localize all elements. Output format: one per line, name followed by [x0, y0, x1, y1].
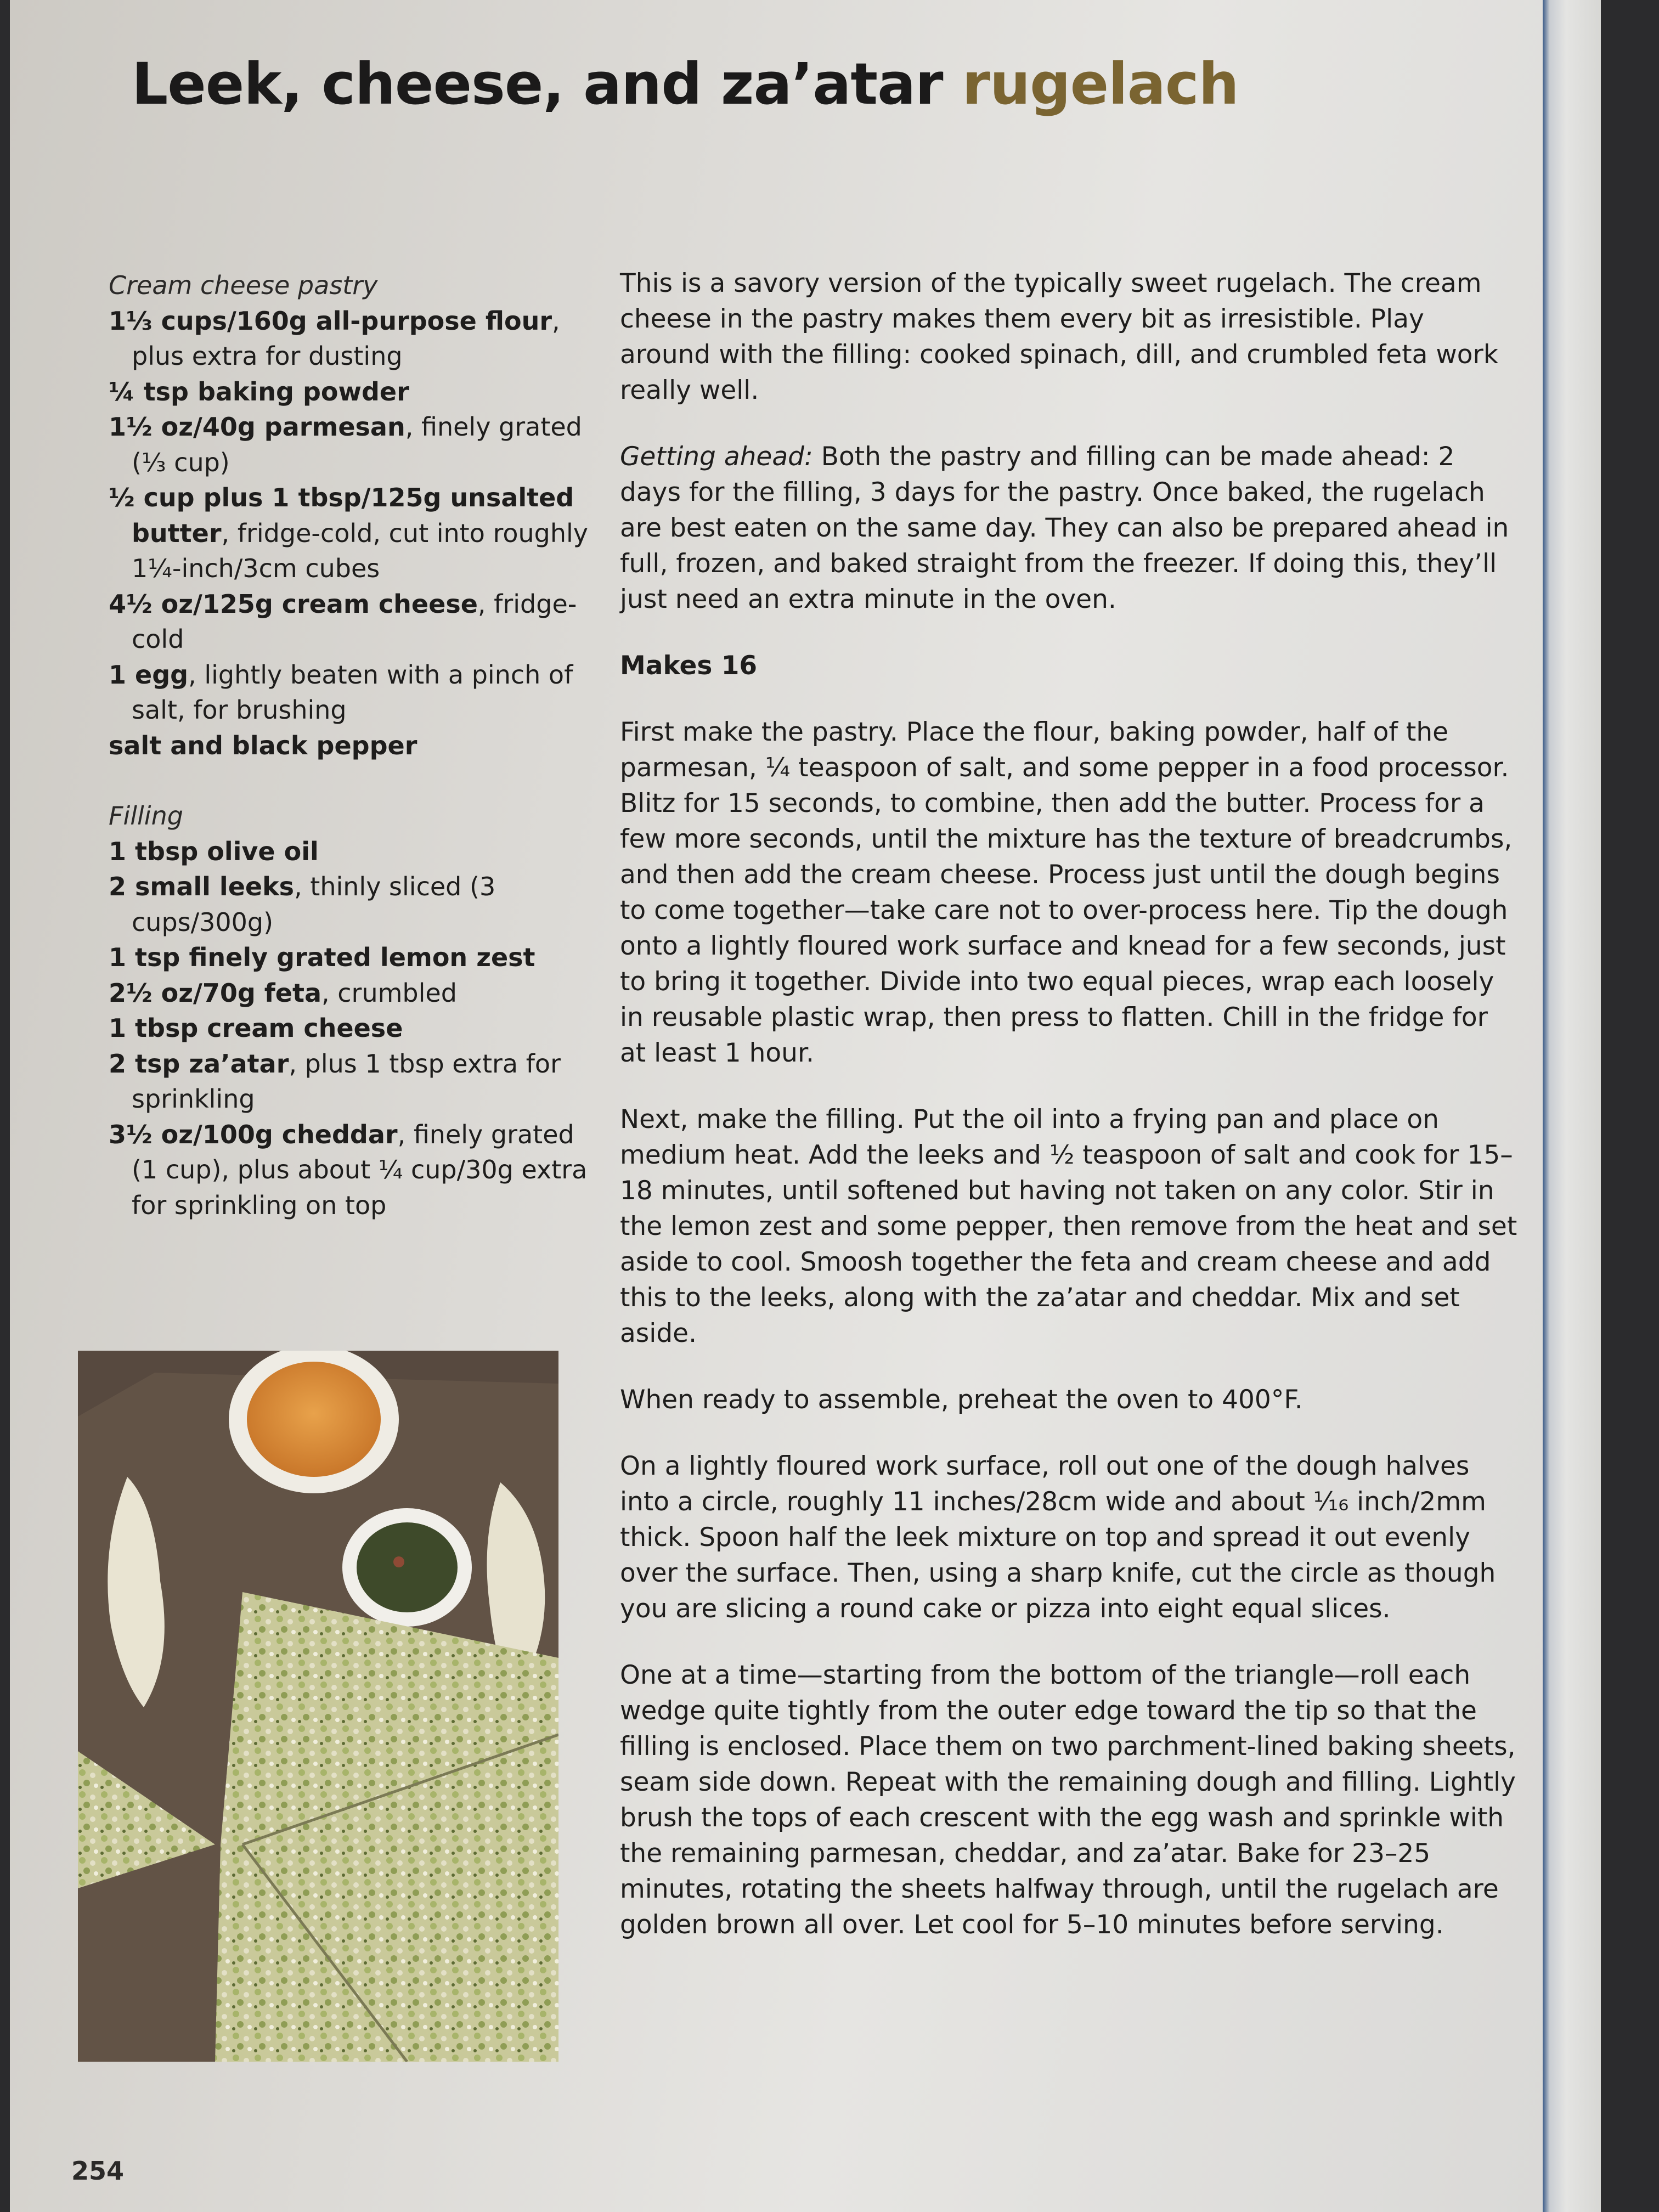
ingredient-note: , fridge-cold — [132, 589, 577, 654]
ingredient-name: 2 tsp za’atar — [109, 1048, 289, 1079]
page-binding-edge — [1543, 0, 1601, 2212]
recipe-title-accent: rugelach — [962, 50, 1239, 117]
method-step-5: One at a time—starting from the bottom of the triangle—roll each wedge quite tightly from the outer edge toward the tip so that the filling is enclosed. Place them on two parchment-lined baking sheets, seam side down. Repeat with the remaining dough and filling. Lightly brush the tops of each crescent with the egg wash and sprinkle with the remaining parmesan, cheddar, and za’atar. Bake for 23–25 minutes, rotating the sheets halfway through, until the rugelach are golden brown all over. Let cool for 5–10 minutes before serving. — [620, 1660, 1516, 1940]
method-step-3: When ready to assemble, preheat the oven to 400°F. — [620, 1385, 1303, 1415]
ingredient-item — [109, 303, 591, 374]
page-number: 254 — [71, 2156, 125, 2186]
ingredient-name: 4½ oz/125g cream cheese — [109, 589, 478, 619]
ingredient-item — [109, 586, 591, 657]
ingredient-note: , plus 1 tbsp extra for sprinkling — [132, 1048, 561, 1114]
ingredient-note: , fridge-cold, cut into roughly 1¼-inch/3cm cubes — [132, 518, 589, 583]
method-step-2: Next, make the filling. Put the oil into a frying pan and place on medium heat. Add the leeks and ½ teaspoon of salt and cook for 15–18 minutes, until softened but having not taken on any color. Stir in the lemon zest and some pepper, then remove from the heat and set aside to cool. Smoosh together the feta and cream cheese and add this to the leeks, along with the za’atar and cheddar. Mix and set aside. — [620, 1104, 1517, 1348]
ingredient-name: 1 tbsp olive oil — [109, 836, 319, 866]
ingredient-note: , thinly sliced (3 cups/300g) — [132, 872, 496, 937]
method-step-1: First make the pastry. Place the flour, baking powder, half of the parmesan, ¼ teaspoon of salt, and some pepper in a food processor. Blitz for 15 seconds, to combine, then add the butter. Process for a few more seconds, until the mixture has the texture of breadcrumbs, and then add the cream cheese. Process just until the dough begins to come together—take care not to over-process here. Tip the dough onto a lightly floured work surface and knead for a few seconds, just to bring it together. Divide into two equal pieces, wrap each loosely in reusable plastic wrap, then press to flatten. Chill in the fridge for at least 1 hour. — [620, 717, 1513, 1068]
ingredient-item — [109, 834, 591, 870]
section-spacer — [109, 763, 591, 798]
method-step-4: On a lightly floured work surface, roll out one of the dough halves into a circle, roughly 11 inches/28cm wide and about ¹⁄₁₆ inch/2mm thick. Spoon half the leek mixture on top and spread it out evenly over the surface. Then, using a sharp knife, cut the circle as though you are slicing a round cake or pizza into eight equal slices. — [620, 1451, 1496, 1624]
ingredient-note: , plus extra for dusting — [132, 306, 560, 371]
getting-ahead-text: Both the pastry and filling can be made ahead: 2 days for the filling, 3 days for the pastry. Once baked, the rugelach are best eaten on the same day. They can also be prepared ahead in full, frozen, and baked straight from the freezer. If doing this, they’ll just need an extra minute in the oven. — [620, 442, 1509, 614]
ingredient-item — [109, 975, 591, 1011]
ingredient-item — [109, 940, 591, 975]
ingredient-name: ¼ tsp baking powder — [109, 376, 409, 407]
recipe-title — [132, 50, 1239, 117]
ingredient-name: salt and black pepper — [109, 730, 417, 760]
sumac-speck — [393, 1556, 404, 1567]
ingredient-note: , finely grated (1 cup), plus about ¼ cup/30g extra for sprinkling on top — [132, 1119, 588, 1220]
ingredient-name: 3½ oz/100g cheddar — [109, 1119, 398, 1149]
filled-dough-circle — [215, 1592, 558, 2062]
ingredient-item — [109, 374, 591, 410]
ingredient-name: 1 tbsp cream cheese — [109, 1013, 403, 1043]
ingredient-item — [109, 409, 591, 480]
ingredients-column — [109, 268, 591, 1223]
ingredient-name: 1½ oz/40g parmesan — [109, 412, 405, 442]
ingredient-name: 1⅓ cups/160g all-purpose flour — [109, 306, 552, 336]
ingredient-item — [109, 1117, 591, 1223]
egg-wash — [247, 1362, 381, 1477]
ingredient-note: , lightly beaten with a pinch of salt, for brushing — [132, 659, 573, 725]
recipe-photo-illustration — [78, 1351, 558, 2062]
ingredient-item — [109, 1046, 591, 1117]
recipe-title-main: Leek, cheese, and za’atar — [132, 50, 962, 117]
ingredient-note: , finely grated (⅓ cup) — [132, 412, 582, 477]
ingredient-item — [109, 1011, 591, 1046]
ingredient-note: , crumbled — [321, 978, 457, 1008]
cookbook-page — [10, 0, 1601, 2212]
ingredient-name: 2 small leeks — [109, 872, 295, 901]
pastry-heading: Cream cheese pastry — [109, 270, 378, 300]
ingredient-item — [109, 728, 591, 764]
intro-paragraph: This is a savory version of the typically sweet rugelach. The cream cheese in the pastry makes them every bit as irresistible. Play around with the filling: cooked spinach, dill, and crumbled feta work really well. — [620, 268, 1499, 405]
ingredient-name: ½ cup plus 1 tbsp/125g unsalted butter — [109, 483, 574, 548]
filling-ingredient-list — [109, 834, 591, 1223]
zaatar-spice — [357, 1522, 458, 1612]
filling-heading: Filling — [109, 801, 183, 831]
recipe-photo — [78, 1351, 558, 2062]
method-column — [620, 266, 1520, 1973]
ingredient-name: 1 tsp finely grated lemon zest — [109, 943, 535, 972]
getting-ahead-paragraph — [620, 439, 1520, 617]
ingredient-item — [109, 480, 591, 586]
ingredient-item — [109, 869, 591, 940]
getting-ahead-label: Getting ahead: — [620, 442, 813, 472]
ingredient-item — [109, 657, 591, 728]
pastry-ingredient-list — [109, 303, 591, 764]
ingredient-name: 1 egg — [109, 659, 189, 690]
yield-text: Makes 16 — [620, 651, 758, 681]
ingredient-name: 2½ oz/70g feta — [109, 978, 322, 1008]
